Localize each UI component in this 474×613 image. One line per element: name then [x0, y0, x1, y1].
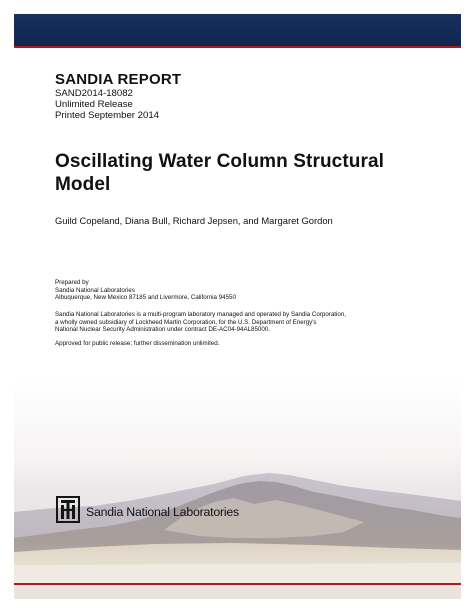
organization-name: Sandia National Laboratories — [86, 505, 239, 519]
footer-band — [14, 585, 461, 599]
header-banner — [14, 14, 461, 46]
report-number: SAND2014-18082 — [55, 88, 133, 99]
prepared-by-block — [55, 279, 395, 302]
prepared-address: Albuquerque, New Mexico 87185 and Livermore, California 94550 — [55, 294, 236, 302]
release-status: Unlimited Release — [55, 99, 133, 110]
disclaimer-line-3: National Nuclear Security Administration under contract DE-AC04-94AL85000. — [55, 326, 270, 334]
header-accent-stripe — [14, 46, 461, 48]
title-line-1: Oscillating Water Column Structural — [55, 151, 385, 172]
approval-statement: Approved for public release; further dissemination unlimited. — [55, 340, 220, 347]
disclaimer-block — [55, 311, 395, 334]
title-line-2: Model — [55, 174, 111, 195]
print-date: Printed September 2014 — [55, 110, 159, 121]
document-title — [55, 150, 415, 196]
prepared-label: Prepared by — [55, 279, 89, 286]
report-heading: SANDIA REPORT — [55, 71, 182, 88]
sandia-logo — [56, 498, 239, 526]
disclaimer-line-2: a wholly owned subsidiary of Lockheed Martin Corporation, for the U.S. Department of Energy's — [55, 318, 317, 326]
disclaimer-line-1: Sandia National Laboratories is a multi-program laboratory managed and operated by Sandia Corporation, — [55, 311, 346, 318]
sandia-thunderbird-icon — [56, 496, 80, 528]
mountain-landscape-image — [14, 380, 461, 583]
prepared-org: Sandia National Laboratories — [55, 286, 135, 294]
author-list: Guild Copeland, Diana Bull, Richard Jepsen, and Margaret Gordon — [55, 215, 333, 226]
